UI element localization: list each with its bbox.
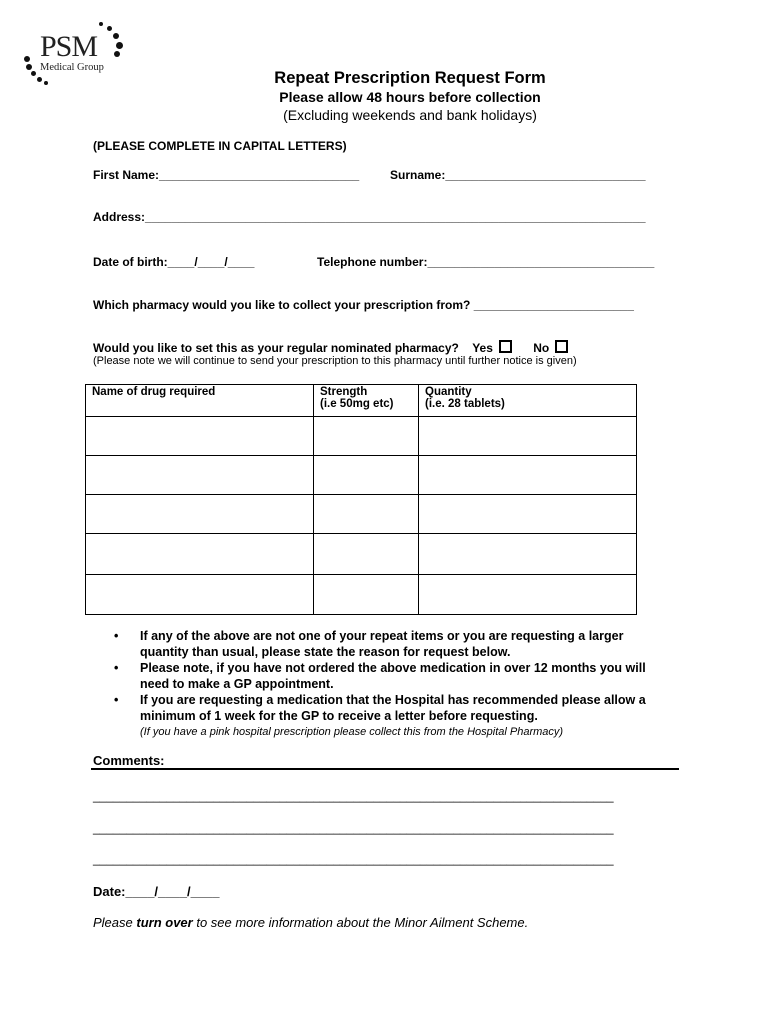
strength-cell[interactable] [314, 417, 419, 456]
comments-divider [91, 768, 679, 770]
drug-cell[interactable] [86, 417, 314, 456]
yes-checkbox[interactable] [499, 340, 512, 353]
drug-cell[interactable] [86, 534, 314, 575]
hospital-note: (If you have a pink hospital prescription please collect this from the Hospital Pharmacy) [140, 726, 564, 738]
nominated-pharmacy-question [93, 340, 568, 355]
form-subtitle: Please allow 48 hours before collection [279, 89, 541, 105]
quantity-cell[interactable] [419, 495, 637, 534]
footer-text: Please [93, 915, 137, 930]
bullet-icon: • [114, 629, 119, 643]
quantity-cell[interactable] [419, 575, 637, 615]
date-of-birth-field[interactable]: Date of birth:____/____/____ [93, 255, 255, 269]
drug-cell[interactable] [86, 575, 314, 615]
logo-name: PSM [40, 30, 98, 63]
nominated-note: (Please note we will continue to send your prescription to this pharmacy until further notice is given) [93, 355, 577, 367]
logo-dot [107, 26, 112, 31]
logo-dot [116, 42, 123, 49]
date-field[interactable]: Date:____/____/____ [93, 884, 220, 899]
strength-cell[interactable] [314, 495, 419, 534]
list-item: • If any of the above are not one of your repeat items or you are requesting a larger quantity than usual, please state the reason for request below. [114, 629, 624, 659]
comments-line[interactable]: ______________________________________________________________________________ [93, 821, 614, 835]
logo-subtitle: Medical Group [40, 62, 104, 73]
telephone-field[interactable]: Telephone number:__________________________________ [317, 255, 655, 269]
comments-line[interactable]: ______________________________________________________________________________ [93, 789, 614, 803]
comments-line[interactable]: ______________________________________________________________________________ [93, 852, 614, 866]
nominated-question-text: Would you like to set this as your regular nominated pharmacy? [93, 341, 459, 355]
address-field[interactable]: Address:___________________________________________________________________________ [93, 210, 646, 224]
logo-dot [114, 51, 120, 57]
table-row [86, 456, 637, 495]
footer-note [93, 915, 528, 930]
strength-cell[interactable] [314, 534, 419, 575]
bullet-icon: • [114, 661, 119, 675]
logo-dot [24, 56, 30, 62]
form-note: (Excluding weekends and bank holidays) [283, 107, 537, 123]
table-row [86, 575, 637, 615]
list-item: • Please note, if you have not ordered the above medication in over 12 months you will need to make a GP appointment. [114, 661, 646, 691]
turn-over-emphasis: turn over [136, 915, 193, 930]
drug-table [85, 384, 637, 615]
strength-cell[interactable] [314, 456, 419, 495]
column-header-drug: Name of drug required [86, 385, 314, 417]
bullet-list [112, 628, 672, 740]
table-row [86, 495, 637, 534]
comments-label: Comments: [93, 753, 165, 768]
quantity-cell[interactable] [419, 534, 637, 575]
surname-field[interactable]: Surname:______________________________ [390, 168, 646, 182]
capital-letters-instruction: (PLEASE COMPLETE IN CAPITAL LETTERS) [93, 139, 347, 153]
logo-dot [99, 22, 103, 26]
strength-cell[interactable] [314, 575, 419, 615]
quantity-cell[interactable] [419, 456, 637, 495]
logo-dot [113, 33, 119, 39]
column-header-quantity: Quantity (i.e. 28 tablets) [419, 385, 637, 417]
no-label: No [533, 341, 550, 355]
list-item: • If you are requesting a medication that the Hospital has recommended please allow a minimum of 1 week for the GP to receive a letter before requesting. (If you have a pink hospital prescription please collect this from the Hospital Pharmacy) [112, 692, 672, 740]
first-name-field[interactable]: First Name:______________________________ [93, 168, 360, 182]
drug-cell[interactable] [86, 456, 314, 495]
footer-text: to see more information about the Minor Ailment Scheme. [192, 915, 529, 930]
table-row [86, 417, 637, 456]
drug-cell[interactable] [86, 495, 314, 534]
no-checkbox[interactable] [555, 340, 568, 353]
quantity-cell[interactable] [419, 417, 637, 456]
table-header-row [86, 385, 637, 417]
pharmacy-field[interactable]: Which pharmacy would you like to collect your prescription from? ________________________ [93, 298, 634, 312]
bullet-icon: • [114, 693, 119, 707]
column-header-strength: Strength (i.e 50mg etc) [314, 385, 419, 417]
yes-label: Yes [472, 341, 493, 355]
table-row [86, 534, 637, 575]
form-title: Repeat Prescription Request Form [274, 69, 546, 87]
